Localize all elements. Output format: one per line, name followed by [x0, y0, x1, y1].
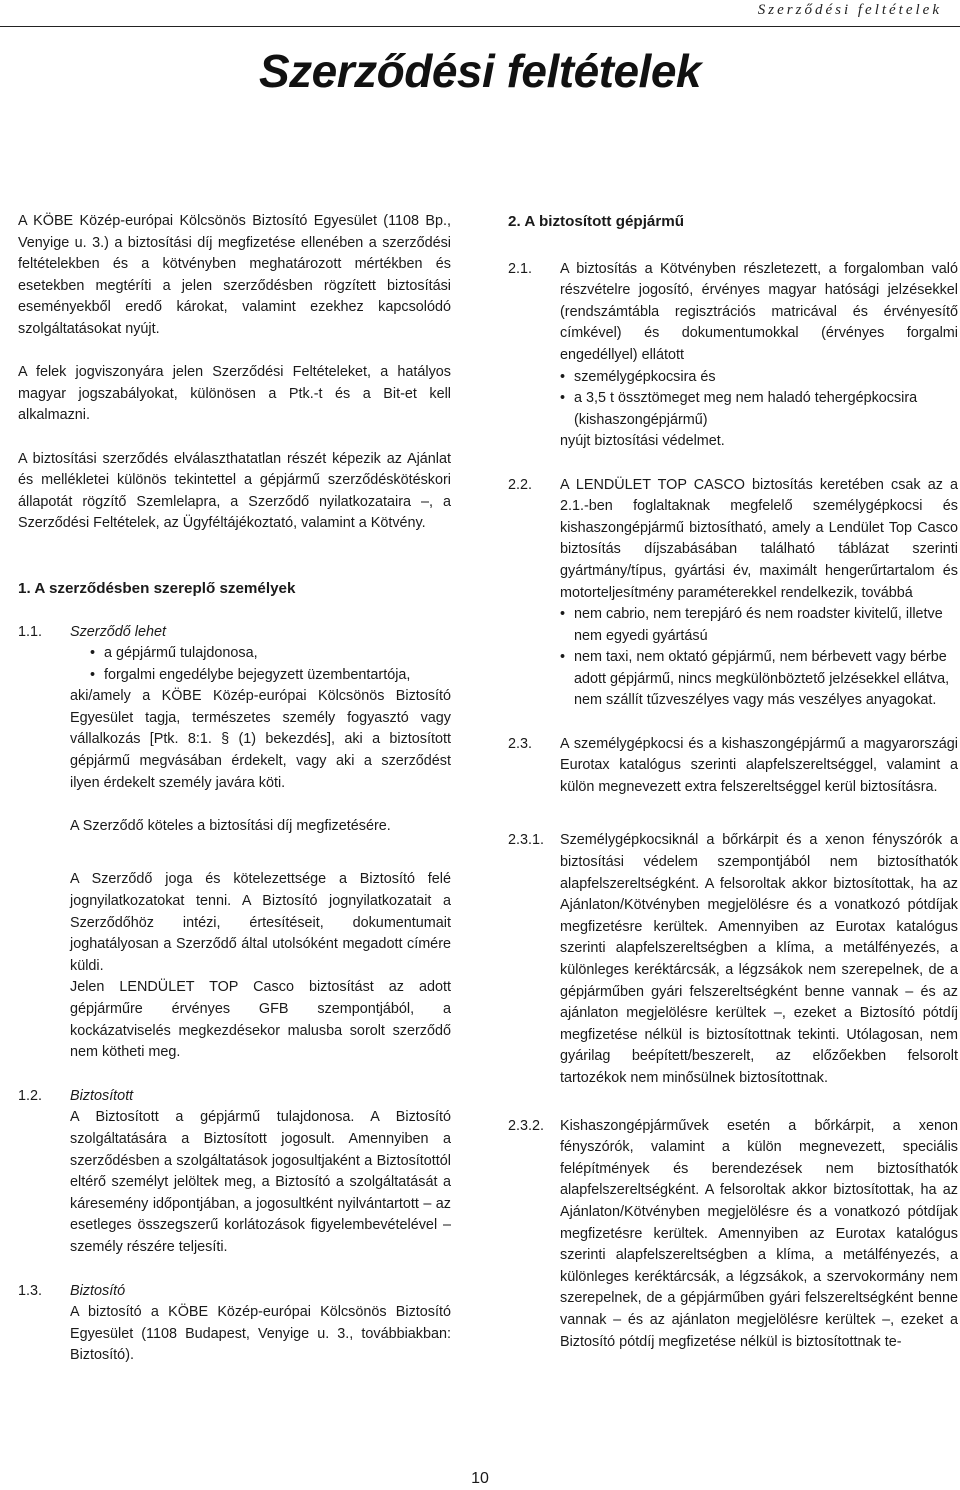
header-rule	[0, 26, 960, 27]
section-1-3-number: 1.3.	[18, 1282, 43, 1299]
intro-paragraph-2: A felek jogviszonyára jelen Szerződési Feltételeket, a hatályos magyar jogszabályokat, különösen a Ptk.-t és a Bit-et kell alkalmazni.	[18, 364, 451, 424]
section-2-3-1-text: Személygépkocsiknál a bőrkárpit és a xenon fényszórók a biztosítási védelem szempontjából nem biztosíthatók alapfelszereltségként. A felsoroltak akkor biztosítottak, ha az Ajánlaton/Kötvényben megjelölésre és a vonatkozó pótdíjak megfizetésre kerültek. Amennyiben az Eurotax katalógus szerinti alapfelszereltségben a klíma, a metálfényezés, a különleges keréktárcsák, a légzsákok nem szerepelnek, de a gépjárműben gyári felszereltségként benne vannak – és az ajánlaton megjelölésre kerültek –, ezeket a Biztosító pótdíj megfizetése nélkül is biztosítottnak tekinti. Utólagosan, nem gyárilag beépített/beszerelt, az előzőekben felsorolt tartozékok nem minősülnek biztosítottnak.	[560, 832, 958, 1086]
section-1-2-title: Biztosított	[70, 1087, 134, 1104]
section-1-1-text: aki/amely a KÖBE Közép-európai Kölcsönös Biztosító Egyesület tagja, természetes személy fogyasztó vagy vállalkozás [Ptk. 8:1. § (1) bekezdés], aki a biztosított gépjármű megvásában érdekelt, vagy aki a szerződést ilyen érdekelt személy javára köti.	[70, 688, 451, 791]
section-2-2-number: 2.2.	[508, 476, 533, 493]
section-2-3-1	[508, 830, 958, 1089]
section-2-3	[508, 734, 958, 799]
list-item: • személygépkocsira és	[560, 367, 958, 389]
section-1-3-text: A biztosító a KÖBE Közép-európai Kölcsönös Biztosító Egyesület (1108 Budapest, Venyige u. 3., továbbiakban: Biztosító).	[70, 1304, 451, 1364]
section-2-1-tail: nyújt biztosítási védelmet.	[560, 433, 725, 450]
page-number: 10	[471, 1470, 489, 1487]
list-item: • nem cabrio, nem terepjáró és nem roadster kivitelű, illetve nem egyedi gyártású	[560, 604, 958, 647]
section-1-1-duty: A Szerződő köteles a biztosítási díj megfizetésére.	[70, 817, 391, 834]
section-2-1	[508, 259, 958, 453]
section-2-3-number: 2.3.	[508, 735, 533, 752]
section-1-2	[18, 1086, 451, 1259]
left-column	[18, 211, 451, 1367]
section-1-1	[18, 622, 451, 1064]
page-title: Szerződési feltételek	[258, 45, 702, 97]
intro-paragraph-1: A KÖBE Közép-európai Kölcsönös Biztosító Egyesület (1108 Bp., Venyige u. 3.) a biztosítási díj megfizetése ellenében a szerződési feltételekben és a kötvényben meghatározott mértékben és esetekben megtéríti a jelen szerződésben rögzített biztosítási eseményekből eredő károkat, valamint ezekhez kapcsolódó szolgáltatásokat nyújt.	[18, 213, 451, 337]
list-item: • nem taxi, nem oktató gépjármű, nem bérbevett vagy bérbe adott gépjármű, nincs megkülönböztető jelzésekkel ellátva, nem szállít tűzveszélyes vagy más veszélyes anyagokat.	[560, 647, 958, 712]
section-2-3-1-number: 2.3.1.	[508, 832, 545, 849]
section-2-3-text: A személygépkocsi és a kishaszongépjármű a magyarországi Eurotax katalógus szerinti alapfelszereltséggel, valamint a külön megnevezett extra felszereltséggel kerül biztosításra.	[560, 735, 958, 795]
section-1-3	[18, 1281, 451, 1367]
section-2-3-2-number: 2.3.2.	[508, 1117, 545, 1134]
intro-paragraph-3: A biztosítási szerződés elválaszthatatlan részét képezik az Ajánlat és mellékletei különös tekintettel a gépjármű szerződéskötéskori állapotát rögzítő Szemlelapra, a Szerződő nyilatkozataira –, a Szerződési Feltételek, az Ügyféltájékoztató, valamint a Kötvény.	[18, 450, 451, 532]
section-1-3-title: Biztosító	[70, 1282, 126, 1299]
section-1-2-text: A Biztosított a gépjármű tulajdonosa. A Biztosító szolgáltatására a Biztosított jogosult. Amennyiben a szerződésben a szolgáltatások jogosultjaként a Biztosítottól eltérő személyt jelöltek meg, a Biztosító a szolgáltatását a káresemény időpontjában, a jogosultként nyilvántartott – az esetleges összegszerű korlátozások figyelembevételével – személy részére teljesíti.	[70, 1109, 451, 1255]
section-1-1-rights: A Szerződő joga és kötelezettsége a Biztosító felé jognyilatkozatokat tenni. A Biztosító jognyilatkozatait a Szerződőhöz intézi, értesítéseit, dokumentumait joghatályosan a Szerződő által utolsóként megadott címére küldi.	[70, 871, 451, 974]
section-2-3-2	[508, 1116, 958, 1354]
section-1-1-lendulet: Jelen LENDÜLET TOP Casco biztosítást az adott gépjárműre érvényes GFB szempontjából, a kockázatviselés megkezdésekor malusba sorolt szerződő nem kötheti meg.	[70, 979, 451, 1061]
list-item: • forgalmi engedélybe bejegyzett üzembentartója,	[90, 665, 451, 687]
section-2-2	[508, 475, 958, 713]
section-2-heading: 2. A biztosított gépjármű	[508, 213, 685, 230]
right-column	[508, 211, 958, 1353]
running-header: Szerződési feltételek	[757, 2, 942, 18]
list-item: • a 3,5 t össztömeget meg nem haladó tehergépkocsira (kishaszongépjármű)	[560, 388, 958, 431]
list-item: • a gépjármű tulajdonosa,	[90, 643, 451, 665]
section-2-1-number: 2.1.	[508, 260, 533, 277]
section-1-heading: 1. A szerződésben szereplő személyek	[18, 579, 296, 597]
section-1-1-number: 1.1.	[18, 623, 43, 640]
section-2-1-text: A biztosítás a Kötvényben részletezett, a forgalomban való részvételre jogosító, érvényes magyar hatósági jelzésekkel (rendszámtábla regisztrációs matricával és érvényesítő címkével) és dokumentumokkal (érvényes forgalmi engedéllyel) ellátott	[560, 260, 958, 363]
section-2-2-text: A LENDÜLET TOP CASCO biztosítás keretében csak az a 2.1.-ben foglaltaknak megfelelő személygépkocsi és kishaszongépjármű biztosítható, amely a Lendület Top Casco biztosítás díjszabásában található táblázat szerinti gyártmány/típus, gyártási év, maximált hengerűrtartalom és motorteljesítmény paraméterekkel rendelkezik, továbbá	[560, 476, 958, 601]
section-1-1-title: Szerződő lehet	[70, 623, 166, 640]
section-2-3-2-text: Kishaszongépjárművek esetén a bőrkárpit, a xenon fényszórók, valamint a külön megnevezett, speciális felépítmények és berendezések nem biztosíthatók alapfelszereltségként. A felsoroltak akkor biztosítottak, ha az Ajánlaton/Kötvényben megjelölésre és a vonatkozó pótdíjak megfizetésre kerültek. Amennyiben az Eurotax katalógus szerinti alapfelszereltségben a klíma, a metálfényezés, a különleges keréktárcsák, a légzsákok, a szervokormány nem szerepelnek, de a gépjárműben gyári felszereltségként benne vannak – és az ajánlaton megjelölésre kerültek –, ezeket a Biztosító pótdíj megfizetése nélkül is biztosítottnak te-	[560, 1117, 958, 1350]
section-1-2-number: 1.2.	[18, 1087, 43, 1104]
